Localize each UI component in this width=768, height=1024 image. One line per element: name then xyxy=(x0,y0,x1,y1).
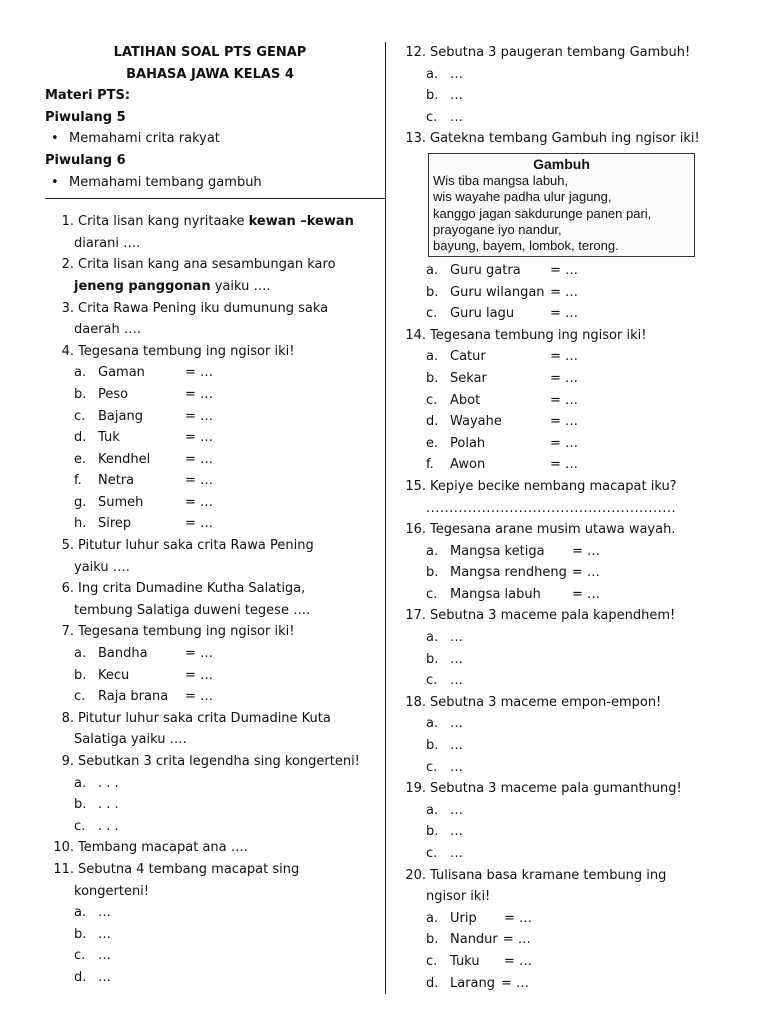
option-answer: = … xyxy=(550,414,579,430)
question-text-part: Crita lisan kang nyritaake xyxy=(78,214,249,230)
option-letter: d. xyxy=(74,969,87,985)
question-8-cont: Salatiga yaiku …. xyxy=(74,732,187,748)
option-answer: … xyxy=(98,905,111,921)
option-letter: b. xyxy=(426,932,439,948)
option-letter: b. xyxy=(426,738,439,754)
question-13-options xyxy=(397,260,707,325)
option-answer: = … xyxy=(502,932,531,948)
question-number: 14. xyxy=(405,327,426,343)
option-letter: a. xyxy=(426,630,439,646)
column-divider xyxy=(385,42,386,994)
option-letter: a. xyxy=(426,910,439,926)
option-item xyxy=(397,368,707,390)
option-answer: = … xyxy=(504,910,533,926)
option-item xyxy=(397,627,707,649)
option-letter: c. xyxy=(426,759,438,775)
option-letter: a. xyxy=(426,543,439,559)
option-answer: = … xyxy=(550,457,579,473)
option-answer: . . . xyxy=(98,818,119,834)
option-letter: b. xyxy=(74,667,87,683)
bullet-icon: • xyxy=(51,174,59,190)
question-number: 2. xyxy=(61,257,74,273)
option-item xyxy=(397,85,707,107)
question-text: Tegesana tembung ing ngisor iki! xyxy=(430,327,647,343)
option-letter: c. xyxy=(426,109,438,125)
question-text: Tegesana tembung ing ngisor iki! xyxy=(78,624,295,640)
option-word: Guru wilangan xyxy=(450,284,545,300)
answer-dots-line: ...................................................... xyxy=(426,500,677,516)
poem-title: Gambuh xyxy=(533,155,590,172)
option-answer: … xyxy=(450,630,463,646)
question-number: 7. xyxy=(61,624,74,640)
option-letter: b. xyxy=(426,284,439,300)
option-word: Mangsa labuh xyxy=(450,586,541,602)
option-answer: … xyxy=(450,651,463,667)
question-number: 6. xyxy=(61,581,74,597)
option-answer: = … xyxy=(550,435,579,451)
option-item xyxy=(45,967,375,989)
question-12 xyxy=(397,42,707,64)
option-answer: … xyxy=(450,759,463,775)
question-text: Crita Rawa Pening iku dumunung saka xyxy=(78,300,329,316)
option-letter: d. xyxy=(74,430,87,446)
option-answer: … xyxy=(450,716,463,732)
question-number: 9. xyxy=(61,754,74,769)
option-item xyxy=(45,794,375,816)
right-column xyxy=(397,42,707,994)
option-letter: b. xyxy=(426,651,439,667)
option-letter: a. xyxy=(74,775,87,791)
question-text: Sebutna 3 maceme pala kapendhem! xyxy=(430,608,676,624)
option-answer: = … xyxy=(185,430,214,446)
option-item xyxy=(45,492,375,514)
question-15 xyxy=(397,476,707,498)
question-text: Sebutna 3 maceme pala gumanthung! xyxy=(430,781,682,797)
option-word: Guru gatra xyxy=(450,262,521,278)
option-word: Kecu xyxy=(98,667,130,683)
question-18-options xyxy=(397,713,707,778)
option-item xyxy=(397,260,707,282)
question-number: 16. xyxy=(405,522,426,538)
option-item xyxy=(397,843,707,865)
option-answer: … xyxy=(450,824,463,840)
option-word: Mangsa rendheng xyxy=(450,565,567,581)
option-item xyxy=(397,735,707,757)
option-word: Raja brana xyxy=(98,689,169,705)
option-word: Tuku xyxy=(450,953,480,969)
question-number: 4. xyxy=(61,343,74,359)
option-answer: = … xyxy=(550,262,579,278)
question-text: Tegesana tembung ing ngisor iki! xyxy=(78,343,295,359)
question-19-options xyxy=(397,800,707,865)
option-item xyxy=(397,951,707,973)
option-answer: = … xyxy=(501,975,530,991)
option-item xyxy=(397,454,707,476)
question-7-options xyxy=(45,643,375,708)
option-item xyxy=(397,107,707,129)
question-11 xyxy=(45,859,375,881)
question-11-options xyxy=(45,902,375,988)
question-18 xyxy=(397,692,707,714)
question-16-options xyxy=(397,541,707,606)
question-5 xyxy=(45,535,375,557)
option-answer: = … xyxy=(550,284,579,300)
option-answer: = … xyxy=(185,365,214,381)
option-letter: a. xyxy=(426,349,439,365)
option-letter: a. xyxy=(426,716,439,732)
option-answer: = … xyxy=(185,646,214,662)
question-number: 19. xyxy=(405,781,426,797)
question-6-cont: tembung Salatiga duweni tegese …. xyxy=(74,602,311,618)
option-item xyxy=(45,945,375,967)
piwulang-6-heading: Piwulang 6 xyxy=(45,152,126,168)
question-2-cont xyxy=(45,276,375,298)
option-word: Nandur xyxy=(450,932,498,948)
option-item xyxy=(397,929,707,951)
option-item xyxy=(397,713,707,735)
option-item xyxy=(397,908,707,930)
option-item xyxy=(397,541,707,563)
question-2 xyxy=(45,254,375,276)
option-word: Catur xyxy=(450,349,486,365)
option-word: Sekar xyxy=(450,370,487,386)
question-13 xyxy=(397,128,707,150)
option-letter: b. xyxy=(74,797,87,813)
question-17-options xyxy=(397,627,707,692)
option-letter: a. xyxy=(426,66,439,82)
option-answer: … xyxy=(450,109,463,125)
option-answer: = … xyxy=(185,408,214,424)
option-answer: … xyxy=(98,969,111,985)
option-word: Netra xyxy=(98,473,135,489)
option-item xyxy=(397,757,707,779)
question-19 xyxy=(397,778,707,800)
option-item xyxy=(45,362,375,384)
option-item xyxy=(397,433,707,455)
question-number: 8. xyxy=(61,710,74,726)
option-item xyxy=(45,665,375,687)
gambuh-poem-box xyxy=(428,153,695,257)
option-letter: d. xyxy=(426,975,439,991)
question-5-cont: yaiku …. xyxy=(74,559,130,575)
question-14 xyxy=(397,325,707,347)
option-letter: a. xyxy=(74,905,87,921)
option-letter: a. xyxy=(74,365,87,381)
option-answer: = … xyxy=(572,543,601,559)
piwulang-6-item-text: Memahami tembang gambuh xyxy=(69,174,262,190)
question-1 xyxy=(45,211,375,233)
option-item xyxy=(397,821,707,843)
option-item xyxy=(397,584,707,606)
option-item xyxy=(45,513,375,535)
option-item xyxy=(45,384,375,406)
question-text: Tegesana arane musim utawa wayah. xyxy=(430,522,676,538)
question-text: Tulisana basa kramane tembung ing xyxy=(430,867,667,883)
piwulang-6-item xyxy=(45,172,375,194)
page-subtitle: BAHASA JAWA KELAS 4 xyxy=(126,66,294,82)
option-answer: … xyxy=(450,66,463,82)
question-number: 3. xyxy=(61,300,74,316)
option-letter: a. xyxy=(74,646,87,662)
option-letter: e. xyxy=(74,451,87,467)
option-word: Urip xyxy=(450,910,477,926)
question-bold-text: kewan –kewan xyxy=(248,214,354,230)
poem-line: prayogane iyo nandur, xyxy=(433,221,562,237)
option-letter: c. xyxy=(74,408,86,424)
option-letter: c. xyxy=(74,948,86,964)
option-item xyxy=(397,973,707,995)
question-20-cont: ngisor iki! xyxy=(426,889,491,905)
question-20 xyxy=(397,865,707,887)
option-letter: b. xyxy=(74,386,87,402)
option-item xyxy=(397,390,707,412)
question-14-options xyxy=(397,346,707,476)
question-text: Ing crita Dumadine Kutha Salatiga, xyxy=(78,581,306,597)
option-letter: c. xyxy=(74,818,86,834)
question-16 xyxy=(397,519,707,541)
question-10 xyxy=(45,837,375,859)
option-item xyxy=(397,670,707,692)
option-answer: … xyxy=(98,948,111,964)
option-item xyxy=(45,773,375,795)
question-number: 10. xyxy=(53,840,74,856)
option-letter: a. xyxy=(426,262,439,278)
option-answer: = … xyxy=(185,516,214,532)
question-text: Kepiye becike nembang macapat iku? xyxy=(430,478,677,494)
option-letter: b. xyxy=(426,565,439,581)
option-letter: c. xyxy=(426,586,438,602)
option-item xyxy=(397,64,707,86)
materi-heading: Materi PTS: xyxy=(45,88,131,104)
question-12-options xyxy=(397,64,707,129)
option-word: Polah xyxy=(450,435,486,451)
option-answer: = … xyxy=(504,953,533,969)
option-item xyxy=(45,406,375,428)
question-number: 15. xyxy=(405,478,426,494)
question-number: 5. xyxy=(61,538,74,554)
option-answer: … xyxy=(450,738,463,754)
question-3 xyxy=(45,298,375,320)
question-9-options xyxy=(45,773,375,838)
question-1-cont: diarani …. xyxy=(74,235,141,251)
option-word: Kendhel xyxy=(98,451,151,467)
question-6 xyxy=(45,578,375,600)
option-word: Larang xyxy=(450,975,496,991)
option-letter: b. xyxy=(426,824,439,840)
question-4 xyxy=(45,341,375,363)
question-text: Pitutur luhur saka crita Rawa Pening xyxy=(78,538,314,554)
question-3-cont: daerah …. xyxy=(74,322,142,338)
poem-line: Wis tiba mangsa labuh, xyxy=(433,172,569,188)
option-item xyxy=(45,686,375,708)
option-letter: c. xyxy=(74,689,86,705)
question-number: 1. xyxy=(61,214,74,230)
option-letter: g. xyxy=(74,494,87,510)
question-text: Crita lisan kang ana sesambungan karo xyxy=(78,257,336,273)
question-8 xyxy=(45,708,375,730)
piwulang-5-item-text: Memahami crita rakyat xyxy=(69,131,220,147)
question-text: Sebutna 3 maceme empon-empon! xyxy=(430,694,662,710)
question-text: Pitutur luhur saka crita Dumadine Kuta xyxy=(78,710,331,726)
option-letter: b. xyxy=(426,370,439,386)
question-number: 13. xyxy=(405,131,426,147)
option-item xyxy=(397,346,707,368)
option-answer: = … xyxy=(185,689,214,705)
option-answer: … xyxy=(450,88,463,104)
option-item xyxy=(397,562,707,584)
option-answer: = … xyxy=(571,565,600,581)
option-answer: = … xyxy=(185,473,214,489)
option-item xyxy=(397,303,707,325)
option-word: Bandha xyxy=(98,646,148,662)
option-word: Sirep xyxy=(98,516,132,532)
left-column xyxy=(45,42,375,989)
question-text: Sebutna 3 paugeran tembang Gambuh! xyxy=(430,45,691,60)
option-answer: = … xyxy=(550,349,579,365)
option-answer: = … xyxy=(572,586,601,602)
question-7 xyxy=(45,621,375,643)
option-letter: e. xyxy=(426,435,439,451)
question-text: Sebutkan 3 crita legendha sing kongerteni! xyxy=(78,754,360,769)
option-answer: … xyxy=(450,802,463,818)
bullet-icon: • xyxy=(51,131,59,147)
option-letter: f. xyxy=(74,473,82,489)
question-number: 17. xyxy=(405,608,426,624)
option-item xyxy=(397,282,707,304)
question-number: 11. xyxy=(53,861,74,877)
option-letter: f. xyxy=(426,457,434,473)
option-answer: = … xyxy=(550,392,579,408)
option-item xyxy=(45,643,375,665)
option-word: Abot xyxy=(450,392,481,408)
option-letter: c. xyxy=(426,953,438,969)
question-text-part: yaiku …. xyxy=(210,278,271,294)
question-number: 20. xyxy=(405,867,426,883)
poem-line: bayung, bayem, lombok, terong. xyxy=(433,238,619,254)
option-letter: h. xyxy=(74,516,87,532)
option-letter: c. xyxy=(426,392,438,408)
option-item xyxy=(45,449,375,471)
option-word: Guru lagu xyxy=(450,306,515,322)
poem-line: kanggo jagan sakdurunge panen pari, xyxy=(433,205,652,221)
option-answer: . . . xyxy=(98,797,119,813)
option-answer: … xyxy=(450,673,463,689)
option-item xyxy=(45,902,375,924)
option-item xyxy=(397,411,707,433)
option-letter: c. xyxy=(426,306,438,322)
option-item xyxy=(397,649,707,671)
option-answer: = … xyxy=(185,451,214,467)
piwulang-5-heading: Piwulang 5 xyxy=(45,109,126,125)
option-item xyxy=(45,427,375,449)
option-word: Sumeh xyxy=(98,494,144,510)
option-word: Awon xyxy=(450,457,486,473)
option-item xyxy=(45,470,375,492)
question-9 xyxy=(45,751,375,773)
option-answer: = … xyxy=(185,494,214,510)
question-4-options xyxy=(45,362,375,535)
option-letter: b. xyxy=(426,88,439,104)
option-letter: a. xyxy=(426,802,439,818)
option-item xyxy=(397,800,707,822)
question-17 xyxy=(397,605,707,627)
option-word: Mangsa ketiga xyxy=(450,543,545,559)
question-number: 12. xyxy=(405,45,426,60)
option-letter: b. xyxy=(74,926,87,942)
option-answer: = … xyxy=(185,386,214,402)
option-word: Peso xyxy=(98,386,129,402)
option-answer: = … xyxy=(550,370,579,386)
option-word: Gaman xyxy=(98,365,145,381)
option-letter: c. xyxy=(426,846,438,861)
question-number: 18. xyxy=(405,694,426,710)
question-text: Sebutna 4 tembang macapat sing xyxy=(78,861,300,877)
question-text xyxy=(78,211,354,233)
question-bold-text: jeneng panggonan xyxy=(74,278,211,294)
question-20-options xyxy=(397,908,707,994)
poem-line: wis wayahe padha ulur jagung, xyxy=(433,189,612,205)
option-item xyxy=(45,816,375,838)
question-11-cont: kongerteni! xyxy=(74,883,150,899)
page-title: LATIHAN SOAL PTS GENAP xyxy=(113,45,307,60)
option-letter: d. xyxy=(426,414,439,430)
option-answer: = … xyxy=(550,306,579,322)
option-answer: … xyxy=(98,926,111,942)
question-text: Gatekna tembang Gambuh ing ngisor iki! xyxy=(430,131,700,147)
option-word: Wayahe xyxy=(450,414,502,430)
option-letter: c. xyxy=(426,673,438,689)
option-answer: . . . xyxy=(98,775,119,791)
option-answer: … xyxy=(450,846,463,861)
option-answer: = … xyxy=(185,667,214,683)
piwulang-5-item xyxy=(45,128,375,150)
option-item xyxy=(45,924,375,946)
option-word: Bajang xyxy=(98,408,143,424)
question-text: Tembang macapat ana …. xyxy=(78,840,248,856)
option-word: Tuk xyxy=(98,430,120,446)
